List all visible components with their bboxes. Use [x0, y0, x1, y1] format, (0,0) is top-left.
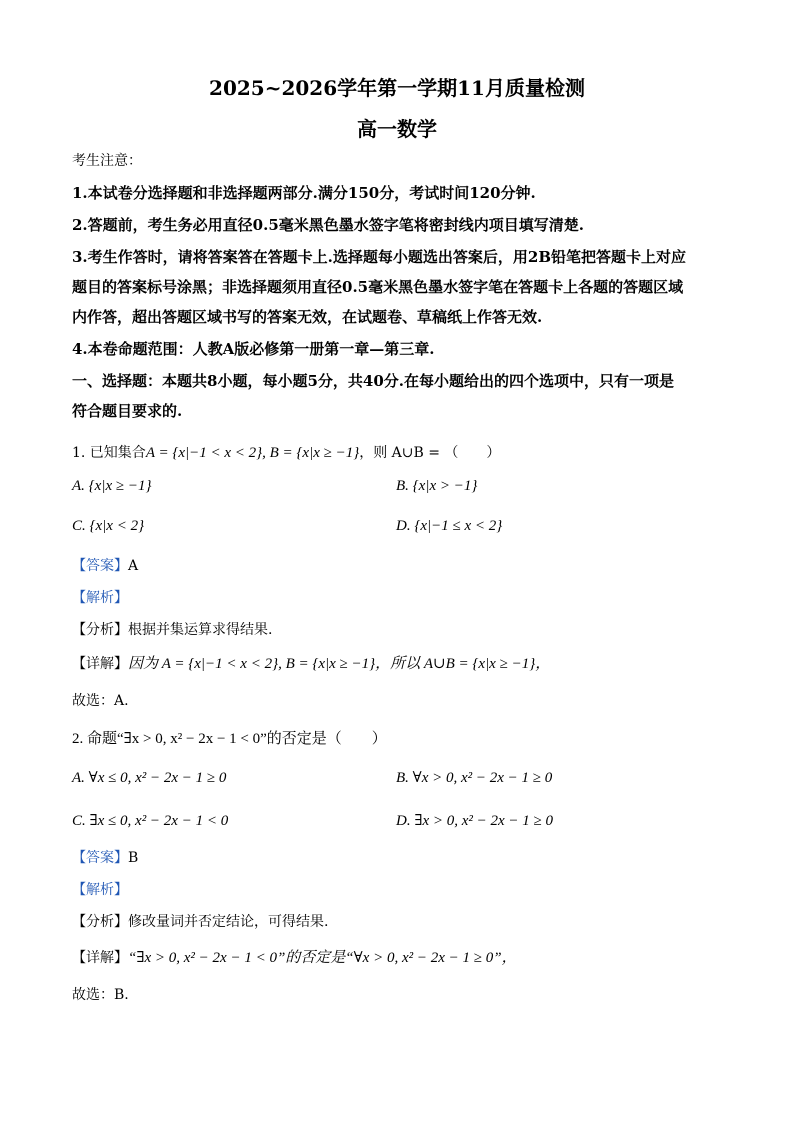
answer-tag: 【答案】: [72, 850, 128, 866]
question-1-stem-text: 1. 已知集合: [72, 445, 146, 461]
question-1-fenxi: [72, 619, 272, 639]
question-2-analysis-tag: 【解析】: [72, 882, 128, 898]
question-1-answer: [72, 555, 138, 575]
detail-tag: 【详解】: [72, 656, 128, 672]
exam-subtitle: 高一数学: [357, 117, 437, 141]
fenxi-text: 修改量词并否定结论，可得结果.: [128, 914, 329, 930]
question-2-option-b: B. ∀x > 0, x² − 2x − 1 ≥ 0: [396, 770, 553, 786]
question-1-stem-math: A = {x|−1 < x < 2}, B = {x|x ≥ −1}: [145, 445, 360, 461]
detail-tag: 【详解】: [72, 950, 128, 966]
question-1-option-b: B. {x|x > −1}: [396, 478, 478, 494]
detail-text: 因为 A = {x|−1 < x < 2}, B = {x|x ≥ −1}，所以 A∪B = {x|x ≥ −1}，: [128, 656, 551, 672]
notice-item-3-cont-2: 内作答，超出答题区域书写的答案无效，在试题卷、草稿纸上作答无效.: [72, 308, 543, 326]
question-1-detail: [72, 652, 550, 673]
question-2-conclusion: 故选：B.: [72, 987, 129, 1003]
question-1-option-d: D. {x|−1 ≤ x < 2}: [396, 518, 503, 534]
question-2-option-c: C. ∃x ≤ 0, x² − 2x − 1 < 0: [72, 813, 229, 829]
question-2-stem: 2. 命题“∃x > 0, x² − 2x − 1 < 0”的否定是（ ）: [72, 731, 387, 747]
answer-value: A: [128, 558, 139, 574]
detail-text: “∃x > 0, x² − 2x − 1 < 0”的否定是“∀x > 0, x² − 2x − 1 ≥ 0”，: [128, 950, 517, 966]
question-2-detail: [72, 946, 517, 967]
fenxi-tag: 【分析】: [72, 914, 128, 930]
question-1-conclusion: 故选：A.: [72, 693, 129, 709]
section-heading-cont: 符合题目要求的.: [72, 402, 183, 420]
notice-item-3: 3.考生作答时，请将答案答在答题卡上.选择题每小题选出答案后，用2B铅笔把答题卡上对应: [72, 248, 687, 266]
question-2-option-d: D. ∃x > 0, x² − 2x − 1 ≥ 0: [396, 813, 554, 829]
answer-tag: 【答案】: [72, 558, 128, 574]
question-2-option-a: A. ∀x ≤ 0, x² − 2x − 1 ≥ 0: [72, 770, 227, 786]
question-1-option-a: A. {x|x ≥ −1}: [72, 478, 152, 494]
notice-item-1: 1.本试卷分选择题和非选择题两部分.满分150分，考试时间120分钟.: [72, 184, 536, 202]
notice-item-2: 2.答题前，考生务必用直径0.5毫米黑色墨水签字笔将密封线内项目填写清楚.: [72, 216, 584, 234]
notice-heading: 考生注意：: [72, 153, 142, 169]
answer-value: B: [128, 850, 139, 866]
question-1-option-c: C. {x|x < 2}: [72, 518, 145, 534]
question-1-stem: [72, 442, 500, 462]
question-1-analysis-tag: 【解析】: [72, 590, 128, 606]
question-1-stem-tail: ，则 A∪B = （ ）: [359, 445, 501, 461]
notice-item-3-cont-1: 题目的答案标号涂黑；非选择题须用直径0.5毫米黑色墨水签字笔在答题卡上各题的答题区域: [72, 278, 684, 296]
question-2-fenxi: [72, 911, 328, 931]
notice-item-4: 4.本卷命题范围：人教A版必修第一册第一章—第三章.: [72, 340, 435, 358]
fenxi-tag: 【分析】: [72, 622, 128, 638]
exam-title: 2025~2026学年第一学期11月质量检测: [209, 76, 585, 100]
section-heading: 一、选择题：本题共8小题，每小题5分，共40分.在每小题给出的四个选项中，只有一项是: [72, 372, 674, 390]
question-2-answer: [72, 847, 138, 867]
fenxi-text: 根据并集运算求得结果.: [128, 622, 273, 638]
